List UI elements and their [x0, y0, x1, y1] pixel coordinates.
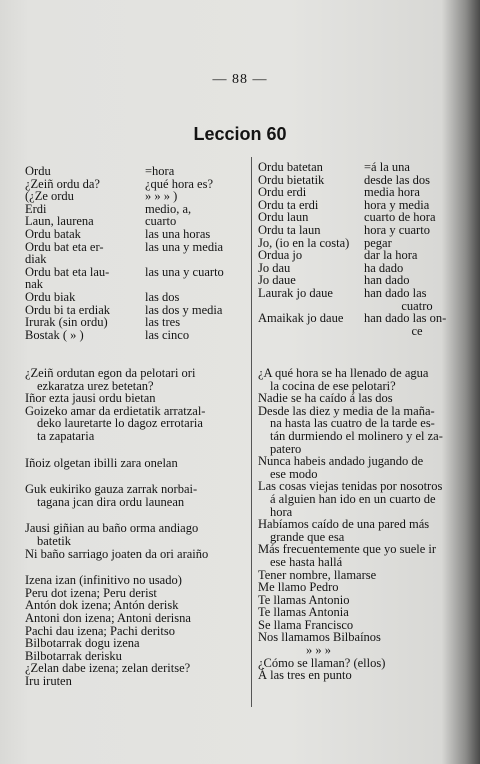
vocab-term-line: Irurak (sin ordu) — [25, 315, 108, 330]
sentence-line: Guk eukiriko gauza zarrak norbai- — [25, 482, 198, 497]
vocab-translation-line: las dos y media — [145, 302, 223, 317]
sentence — [25, 367, 247, 392]
sentence-line: Se llama Francisco — [258, 617, 354, 632]
sentence — [25, 637, 247, 650]
vocab-row — [258, 312, 470, 337]
sentence — [25, 662, 247, 675]
vocab-translation-line: las dos — [145, 289, 180, 304]
sentence-line: ¿Cómo se llaman? (ellos) — [258, 655, 386, 670]
vocab-term — [25, 241, 145, 266]
vocab-translation — [145, 165, 247, 178]
vocab-term-line: Ordu batak — [25, 226, 81, 241]
sentence — [258, 644, 470, 657]
sentence-line: Bilbotarrak derisku — [25, 648, 122, 663]
vocab-term-line: Ordu ta erdi — [258, 197, 319, 212]
vocab-translation-line: las tres — [145, 315, 181, 330]
vocab-translation-line: media hora — [364, 185, 420, 200]
sentence — [258, 606, 470, 619]
sentence — [258, 669, 470, 682]
vocab-translation — [364, 224, 470, 237]
vocab-translation-line: medio, a, — [145, 201, 192, 216]
sentence-line: patero — [270, 441, 302, 456]
vocab-translation-line: las cinco — [145, 327, 190, 342]
sentence — [258, 480, 470, 518]
sentence — [258, 405, 470, 455]
sentence-line: hora — [270, 504, 293, 519]
vocab-term — [258, 161, 364, 174]
vocab-translation-line: han dado las on- — [364, 311, 447, 326]
sentence-line: batetik — [37, 533, 72, 548]
sentence-line: ese hasta hallá — [270, 554, 343, 569]
vocab-term-line: Jo daue — [258, 273, 296, 288]
vocab-term — [258, 224, 364, 237]
vocab-row — [25, 241, 247, 266]
sentence-line: tán durmiendo el molinero y el za- — [270, 428, 443, 443]
column-divider — [251, 157, 252, 707]
vocab-row — [25, 316, 247, 329]
sentence-line: Pachi dau izena; Pachi deritso — [25, 623, 175, 638]
vocab-translation-line: cuatro — [401, 298, 433, 313]
vocab-translation — [364, 161, 470, 174]
sentence-line: Te llamas Antonio — [258, 592, 350, 607]
vocab-term — [25, 291, 145, 304]
sentence-line: Las cosas viejas tenidas por nosotros — [258, 479, 443, 494]
sentence-line: tagana jcan dira ordu launean — [37, 494, 185, 509]
page-number: — 88 — — [212, 72, 268, 87]
vocab-translation — [364, 249, 470, 262]
vocab-term — [25, 316, 145, 329]
vocab-term-line: ¿Zeiñ ordu da? — [25, 176, 100, 191]
vocab-translation — [364, 287, 470, 312]
sentence — [25, 675, 247, 688]
vocab-term-line: diak — [25, 252, 47, 267]
vocab-term-line: Ordu erdi — [258, 185, 307, 200]
vocab-translation — [145, 291, 247, 304]
sentence-line: ezkaratza urez betetan? — [37, 378, 154, 393]
sentence-line: Me llamo Pedro — [258, 580, 339, 595]
sentence-line: Iñoiz olgetan ibilli zara onelan — [25, 455, 178, 470]
vocab-translation-line: ce — [411, 323, 423, 338]
sentence-line: Nunca habeis andado jugando de — [258, 454, 424, 469]
sentence-line: Más frecuentemente que yo suele ir — [258, 542, 437, 557]
sentence — [258, 543, 470, 568]
vocab-translation — [364, 186, 470, 199]
sentence-line: Goizeko amar da erdietatik arratzal- — [25, 403, 206, 418]
vocab-translation — [364, 312, 470, 337]
vocab-term-line: (¿Ze ordu — [25, 189, 74, 204]
sentence — [258, 367, 470, 392]
sentence — [258, 631, 470, 644]
vocab-translation-line: =hora — [145, 164, 175, 178]
vocab-translation-line: las una horas — [145, 226, 211, 241]
vocab-translation — [145, 241, 247, 266]
sentence-line: Izena izan (infinitivo no usado) — [25, 573, 182, 588]
sentence-line: Ni baño sarriago joaten da ori araiño — [25, 546, 209, 561]
sentence-line: Desde las diez y media de la maña- — [258, 403, 435, 418]
vocab-translation-line: las una y media — [145, 239, 224, 254]
vocab-translation-line: ¿qué hora es? — [145, 176, 214, 191]
vocab-translation — [145, 266, 247, 291]
vocab-term-line: Ordu bi ta erdiak — [25, 302, 111, 317]
sentence — [25, 612, 247, 625]
vocab-translation-line: » » » ) — [145, 189, 178, 204]
vocab-term — [25, 266, 145, 291]
sentence-line: Iñor ezta jausi ordu bietan — [25, 391, 156, 406]
vocab-term-line: Bostak ( » ) — [25, 327, 84, 342]
sentence-line: Iru iruten — [25, 673, 72, 688]
vocab-term-line: Ordu biak — [25, 289, 76, 304]
vocab-translation-line: hora y cuarto — [364, 222, 430, 237]
vocab-row — [25, 190, 247, 203]
vocab-term — [25, 190, 145, 203]
sentence — [25, 548, 247, 561]
sentence — [258, 518, 470, 543]
vocab-translation-line: =á la una — [364, 160, 410, 174]
vocab-term-line: Laurak jo daue — [258, 285, 333, 300]
lesson-title: Leccion 60 — [193, 124, 287, 144]
vocab-row — [258, 186, 470, 199]
sentence-line: ¿A qué hora se ha llenado de agua — [258, 366, 429, 380]
sentence-line: Bilbotarrak dogu izena — [25, 636, 140, 651]
vocab-translation-line: ha dado — [364, 260, 404, 275]
sentence — [25, 405, 247, 443]
vocab-translation-line: cuarto de hora — [364, 210, 436, 225]
vocab-translation-line: hora y media — [364, 197, 430, 212]
vocab-term-line: Ordu laun — [258, 210, 309, 225]
sentence-line: ¿Zelan dabe izena; zelan deritse? — [25, 661, 191, 676]
vocab-translation-line: dar la hora — [364, 248, 418, 263]
vocab-term-line: Ordu bat eta er- — [25, 239, 104, 254]
vocab-term — [25, 228, 145, 241]
vocab-term-line: Laun, laurena — [25, 214, 94, 229]
sentence-line: ¿Zeiñ ordutan egon da pelotari ori — [25, 366, 196, 380]
sentence-line: á alguien han ido en un cuarto de — [270, 491, 436, 506]
sentence — [25, 483, 247, 508]
sentence — [25, 457, 247, 470]
vocab-term-line: Jo dau — [258, 260, 291, 275]
vocab-row — [25, 165, 247, 178]
vocab-row — [25, 266, 247, 291]
vocab-translation-line: desde las dos — [364, 172, 430, 187]
sentence-line: Te llamas Antonia — [258, 605, 349, 620]
vocab-translation-line: han dado — [364, 273, 410, 288]
spanish-sentences — [258, 367, 470, 682]
vocab-term — [258, 249, 364, 262]
sentence — [258, 455, 470, 480]
vocab-term-line: nak — [25, 277, 44, 292]
sentence-line: ta zapataria — [37, 428, 95, 443]
vocab-term-line: Ordua jo — [258, 248, 303, 263]
sentence-line: deko lauretarte lo dagoz errotaria — [37, 416, 203, 431]
vocab-term — [258, 186, 364, 199]
sentence-line: ese modo — [270, 466, 318, 481]
vocab-term-line: Amaikak jo daue — [258, 311, 344, 326]
vocab-term — [258, 312, 364, 337]
vocab-row — [258, 249, 470, 262]
sentence-line: la cocina de ese pelotari? — [270, 378, 396, 393]
vocab-translation-line: pegar — [364, 235, 392, 250]
sentence-line: Habíamos caído de una pared más — [258, 517, 430, 532]
vocab-term-line: Ordu ta laun — [258, 222, 321, 237]
sentence-line: Á las tres en punto — [258, 668, 352, 683]
vocab-translation-line: han dado las — [364, 285, 427, 300]
vocab-term — [25, 329, 145, 342]
sentence-line: Antoni don izena; Antoni derisna — [25, 610, 191, 625]
sentence — [258, 392, 470, 405]
vocab-row — [25, 228, 247, 241]
sentence — [25, 574, 247, 587]
sentence — [258, 581, 470, 594]
vocab-row — [25, 291, 247, 304]
vocab-term-line: Ordu — [25, 164, 51, 178]
vocab-term — [25, 165, 145, 178]
sentence — [25, 392, 247, 405]
vocab-row — [258, 161, 470, 174]
vocab-translation-line: las una y cuarto — [145, 264, 224, 279]
vocab-term — [258, 287, 364, 312]
vocab-term-line: Erdi — [25, 201, 47, 216]
vocab-translation — [145, 190, 247, 203]
sentence-line: » » » — [306, 643, 331, 658]
vocab-row — [258, 224, 470, 237]
vocab-translation — [145, 329, 247, 342]
sentence — [25, 522, 247, 547]
sentence-line: Peru dot izena; Peru derist — [25, 585, 157, 600]
basque-sentences — [25, 367, 247, 687]
vocab-term-line: Ordu bietatik — [258, 172, 325, 187]
vocab-term-line: Ordu bat eta lau- — [25, 264, 110, 279]
sentence-line: grande que esa — [270, 529, 345, 544]
sentence-line: Jausi giñian au baño orma andiago — [25, 521, 199, 536]
vocab-term-line: Jo, (io en la costa) — [258, 235, 350, 250]
sentence-line: Nadie se ha caído á las dos — [258, 391, 393, 406]
vocab-term-line: Ordu batetan — [258, 160, 323, 174]
sentence-line: Antón dok izena; Antón derisk — [25, 598, 179, 613]
vocab-translation-line: cuarto — [145, 214, 177, 229]
sentence-line: na hasta las cuatro de la tarde es- — [270, 416, 435, 431]
vocab-translation — [145, 228, 247, 241]
sentence-line: Nos llamamos Bilbaínos — [258, 630, 381, 645]
vocab-row — [258, 287, 470, 312]
vocab-translation — [145, 316, 247, 329]
vocab-row — [25, 329, 247, 342]
vocab-right — [258, 161, 470, 337]
vocab-left — [25, 165, 247, 341]
sentence-line: Tener nombre, llamarse — [258, 567, 377, 582]
